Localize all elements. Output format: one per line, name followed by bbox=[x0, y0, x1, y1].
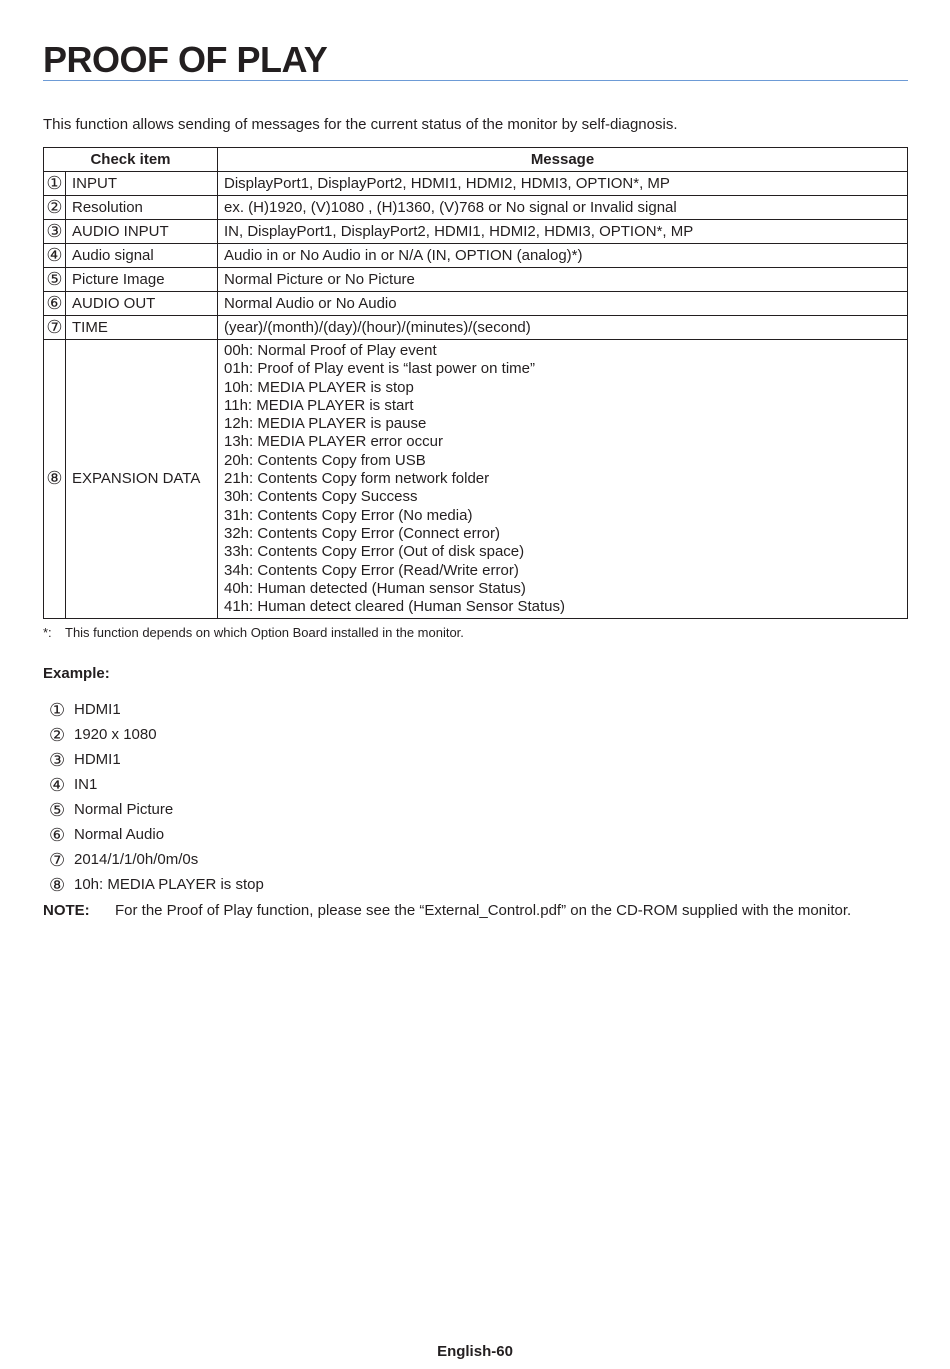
expansion-code: 20h: Contents Copy from USB bbox=[224, 451, 426, 469]
expansion-code: 00h: Normal Proof of Play event bbox=[224, 342, 437, 359]
table-header-row bbox=[44, 148, 908, 172]
row-check-item: AUDIO INPUT bbox=[66, 220, 218, 244]
header-message: Message bbox=[218, 148, 908, 172]
item-number: ⑤ bbox=[49, 799, 66, 820]
title-divider bbox=[43, 80, 908, 81]
row-number: ③ bbox=[44, 220, 66, 244]
expansion-code: 21h: Contents Copy form network folder bbox=[224, 470, 490, 488]
expansion-code: 30h: Contents Copy Success bbox=[224, 488, 418, 506]
item-number: ⑥ bbox=[49, 824, 66, 845]
expansion-code: 10h: MEDIA PLAYER is stop bbox=[224, 378, 414, 396]
item-number: ② bbox=[49, 724, 66, 745]
page-number: English-60 bbox=[437, 1343, 513, 1360]
row-number: ⑧ bbox=[44, 340, 66, 619]
row-message: ex. (H)1920, (V)1080 , (H)1360, (V)768 or No signal or Invalid signal bbox=[218, 196, 908, 220]
page-title: PROOF OF PLAY bbox=[43, 39, 328, 80]
item-text: Normal Picture bbox=[74, 800, 174, 818]
row-message: Audio in or No Audio in or N/A (IN, OPTION (analog)*) bbox=[218, 244, 908, 268]
expansion-code: 11h: MEDIA PLAYER is start bbox=[224, 396, 414, 414]
table-row bbox=[44, 244, 908, 268]
row-number: ⑥ bbox=[44, 292, 66, 316]
row-check-item: Resolution bbox=[66, 196, 218, 220]
table-row bbox=[44, 292, 908, 316]
item-number: ④ bbox=[49, 774, 66, 795]
table-row bbox=[44, 268, 908, 292]
item-number: ③ bbox=[49, 749, 66, 770]
row-message: (year)/(month)/(day)/(hour)/(minutes)/(second) bbox=[218, 316, 908, 340]
row-check-item: Picture Image bbox=[66, 268, 218, 292]
row-number: ① bbox=[44, 172, 66, 196]
list-item bbox=[49, 747, 264, 772]
header-check-item: Check item bbox=[44, 148, 218, 172]
footnote-mark: *: bbox=[43, 625, 52, 640]
expansion-code: 34h: Contents Copy Error (Read/Write error) bbox=[224, 561, 519, 579]
list-item bbox=[49, 772, 264, 797]
row-message: IN, DisplayPort1, DisplayPort2, HDMI1, HDMI2, HDMI3, OPTION*, MP bbox=[218, 220, 908, 244]
row-message: Normal Audio or No Audio bbox=[218, 292, 908, 316]
note-text: For the Proof of Play function, please see the “External_Control.pdf” on the CD-ROM supplied with the monitor. bbox=[115, 902, 852, 919]
footnote bbox=[43, 624, 908, 641]
item-text: Normal Audio bbox=[74, 825, 165, 843]
note-label: NOTE: bbox=[43, 902, 90, 919]
row-message: Normal Picture or No Picture bbox=[218, 268, 908, 292]
row-number: ⑦ bbox=[44, 316, 66, 340]
row-number: ⑤ bbox=[44, 268, 66, 292]
example-heading: Example: bbox=[43, 665, 110, 682]
table-row-expansion bbox=[44, 340, 908, 619]
row-message-expansion bbox=[218, 340, 908, 619]
list-item bbox=[49, 847, 264, 872]
row-message: DisplayPort1, DisplayPort2, HDMI1, HDMI2, HDMI3, OPTION*, MP bbox=[218, 172, 908, 196]
item-number: ⑦ bbox=[49, 849, 66, 870]
row-check-item: EXPANSION DATA bbox=[66, 340, 218, 619]
item-number: ① bbox=[49, 699, 66, 720]
row-check-item: AUDIO OUT bbox=[66, 292, 218, 316]
item-text: IN1 bbox=[74, 775, 98, 793]
row-number: ② bbox=[44, 196, 66, 220]
expansion-code: 12h: MEDIA PLAYER is pause bbox=[224, 415, 427, 433]
row-check-item: TIME bbox=[66, 316, 218, 340]
item-text: 1920 x 1080 bbox=[74, 725, 157, 743]
expansion-code: 41h: Human detect cleared (Human Sensor Status) bbox=[224, 598, 566, 616]
expansion-code: 33h: Contents Copy Error (Out of disk space) bbox=[224, 543, 525, 561]
table-row bbox=[44, 316, 908, 340]
list-item bbox=[49, 822, 264, 847]
expansion-code: 31h: Contents Copy Error (No media) bbox=[224, 506, 473, 524]
expansion-code: 32h: Contents Copy Error (Connect error) bbox=[224, 524, 500, 542]
item-number: ⑧ bbox=[49, 874, 66, 895]
footnote-text: This function depends on which Option Board installed in the monitor. bbox=[65, 625, 464, 640]
row-number: ④ bbox=[44, 244, 66, 268]
list-item bbox=[49, 872, 264, 897]
item-text: HDMI1 bbox=[74, 700, 121, 718]
intro-paragraph: This function allows sending of messages for the current status of the monitor by self-diagnosis. bbox=[43, 116, 678, 133]
item-text: 10h: MEDIA PLAYER is stop bbox=[74, 875, 264, 893]
table-row bbox=[44, 172, 908, 196]
expansion-code: 01h: Proof of Play event is “last power on time” bbox=[224, 360, 535, 378]
note bbox=[43, 901, 908, 921]
table-row bbox=[44, 196, 908, 220]
list-item bbox=[49, 797, 264, 822]
item-text: 2014/1/1/0h/0m/0s bbox=[74, 850, 199, 868]
row-check-item: Audio signal bbox=[66, 244, 218, 268]
list-item bbox=[49, 697, 264, 722]
row-check-item: INPUT bbox=[66, 172, 218, 196]
expansion-code: 40h: Human detected (Human sensor Status) bbox=[224, 579, 526, 597]
table-row bbox=[44, 220, 908, 244]
expansion-code: 13h: MEDIA PLAYER error occur bbox=[224, 433, 443, 451]
list-item bbox=[49, 722, 264, 747]
check-item-table bbox=[43, 147, 908, 619]
item-text: HDMI1 bbox=[74, 750, 121, 768]
example-list bbox=[49, 697, 264, 897]
